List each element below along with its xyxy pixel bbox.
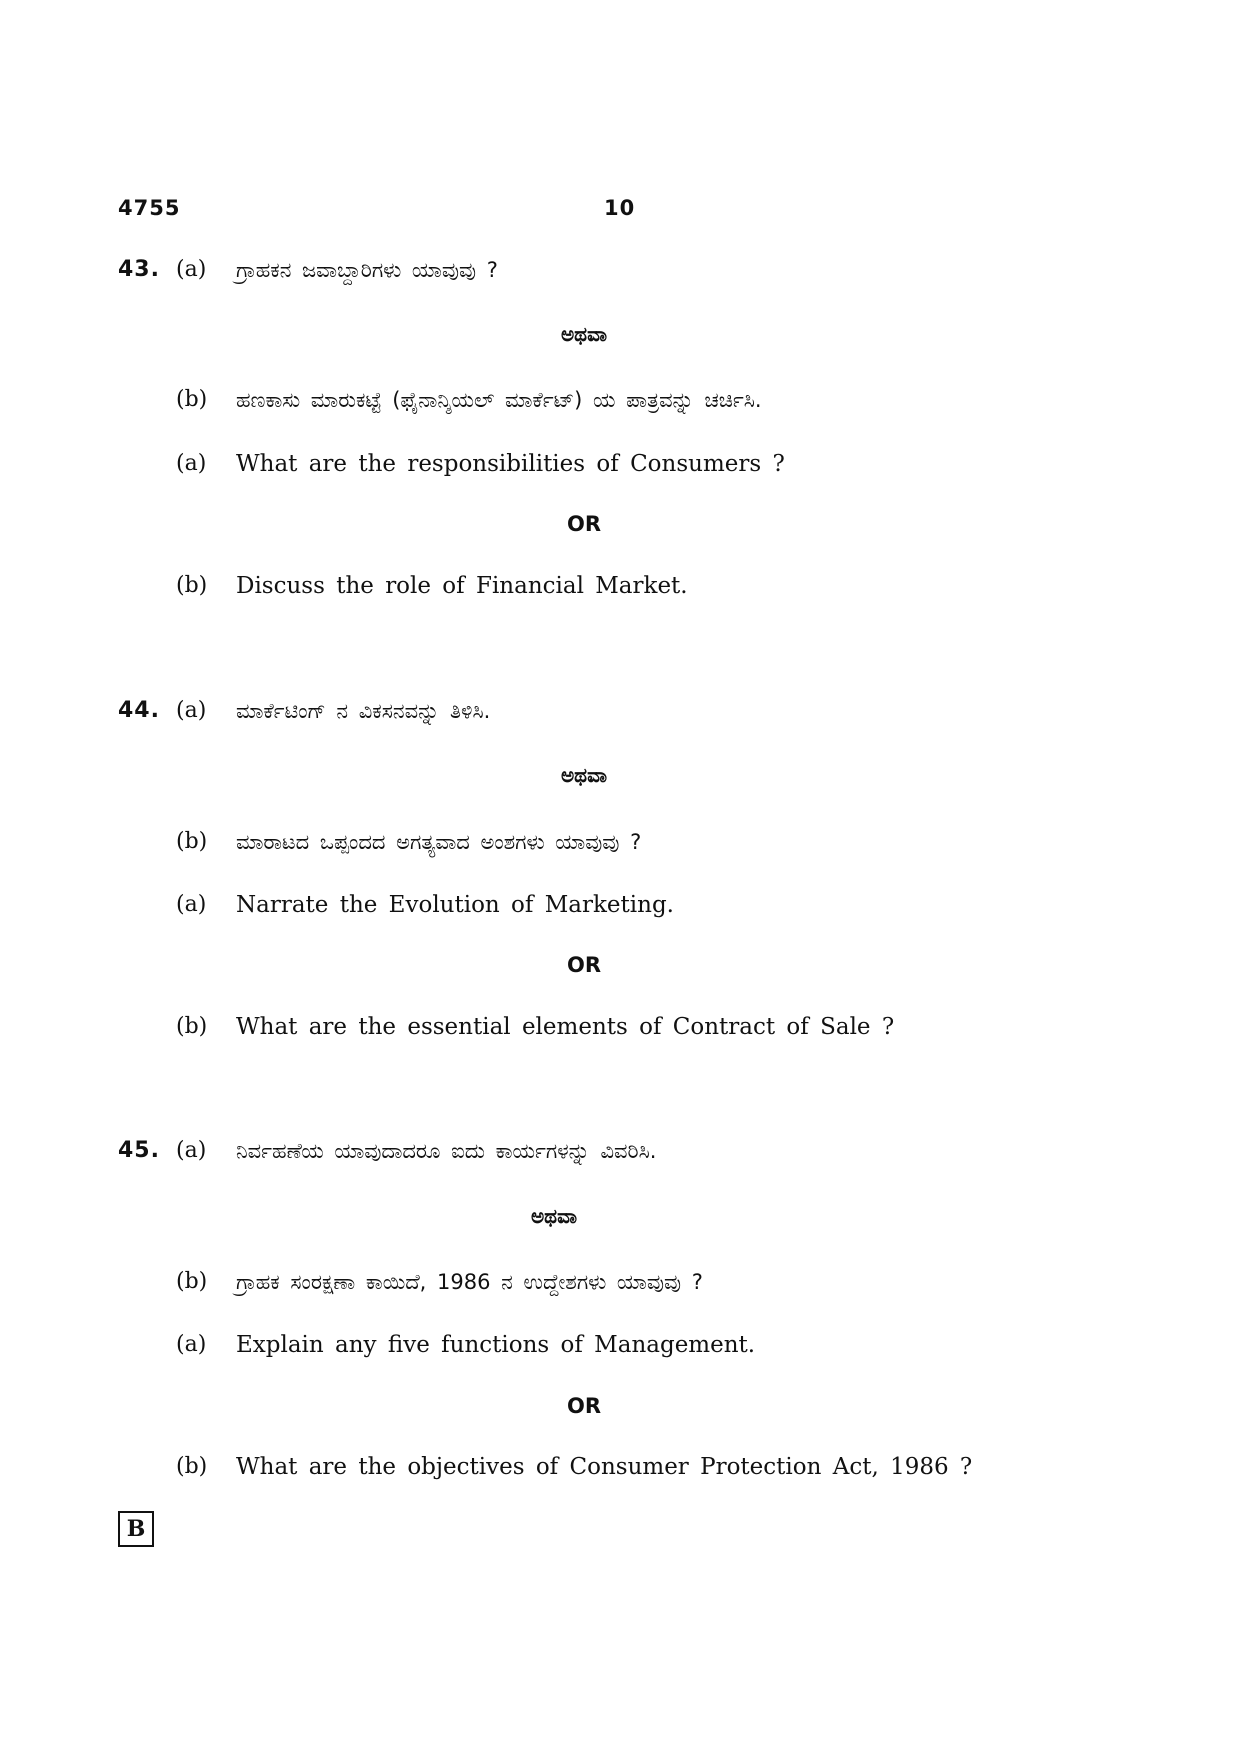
question-number: 44. (118, 698, 160, 723)
option-label: (b) (176, 1014, 208, 1039)
question-number: 45. (118, 1138, 160, 1163)
option-label: (b) (176, 829, 208, 854)
question-number: 43. (118, 257, 160, 282)
option-label: (b) (176, 387, 208, 412)
question-text-kannada-b: ಹಣಕಾಸು ಮಾರುಕಟ್ಟೆ (ಫೈನಾನ್ಶಿಯಲ್ ಮಾರ್ಕೆಟ್) ಯ ಪಾತ್ರವನ್ನು ಚರ್ಚಿಸಿ. (236, 388, 762, 412)
question-text-english-a: What are the responsibilities of Consumers ? (236, 451, 785, 477)
question-text-english-b: What are the essential elements of Contract of Sale ? (236, 1014, 895, 1040)
or-separator: OR (566, 1394, 602, 1418)
question-text-kannada-a: ಮಾರ್ಕೆಟಿಂಗ್ ನ ವಿಕಸನವನ್ನು ತಿಳಿಸಿ. (236, 699, 491, 723)
option-label: (a) (176, 1332, 207, 1357)
paper-code: 4755 (118, 196, 181, 220)
or-separator: OR (566, 953, 602, 977)
question-text-english-a: Explain any five functions of Management. (236, 1332, 756, 1358)
or-separator-kannada: ಅಥವಾ (561, 763, 607, 787)
option-label: (a) (176, 698, 207, 723)
or-separator-kannada: ಅಥವಾ (561, 322, 607, 346)
question-text-english-a: Narrate the Evolution of Marketing. (236, 892, 674, 918)
option-label: (a) (176, 257, 207, 282)
question-text-kannada-a: ನಿರ್ವಹಣೆಯ ಯಾವುದಾದರೂ ಐದು ಕಾರ್ಯಗಳನ್ನು ವಿವರಿಸಿ. (236, 1139, 657, 1163)
option-label: (a) (176, 451, 207, 476)
question-text-kannada-b: ಮಾರಾಟದ ಒಪ್ಪಂದದ ಅಗತ್ಯವಾದ ಅಂಶಗಳು ಯಾವುವು ? (236, 830, 642, 854)
option-label: (b) (176, 573, 208, 598)
or-separator-kannada: ಅಥವಾ (531, 1204, 577, 1228)
question-text-kannada-a: ಗ್ರಾಹಕನ ಜವಾಬ್ದಾರಿಗಳು ಯಾವುವು ? (236, 258, 498, 282)
question-text-english-b: What are the objectives of Consumer Protection Act, 1986 ? (236, 1454, 973, 1480)
or-separator: OR (566, 512, 602, 536)
option-label: (b) (176, 1269, 208, 1294)
question-text-kannada-b: ಗ್ರಾಹಕ ಸಂರಕ್ಷಣಾ ಕಾಯಿದೆ, 1986 ನ ಉದ್ದೇಶಗಳು ಯಾವುವು ? (236, 1270, 703, 1294)
page-number: 10 (604, 196, 636, 220)
option-label: (a) (176, 1138, 207, 1163)
option-label: (b) (176, 1454, 208, 1479)
version-badge: B (118, 1511, 154, 1547)
option-label: (a) (176, 892, 207, 917)
question-text-english-b: Discuss the role of Financial Market. (236, 573, 688, 599)
